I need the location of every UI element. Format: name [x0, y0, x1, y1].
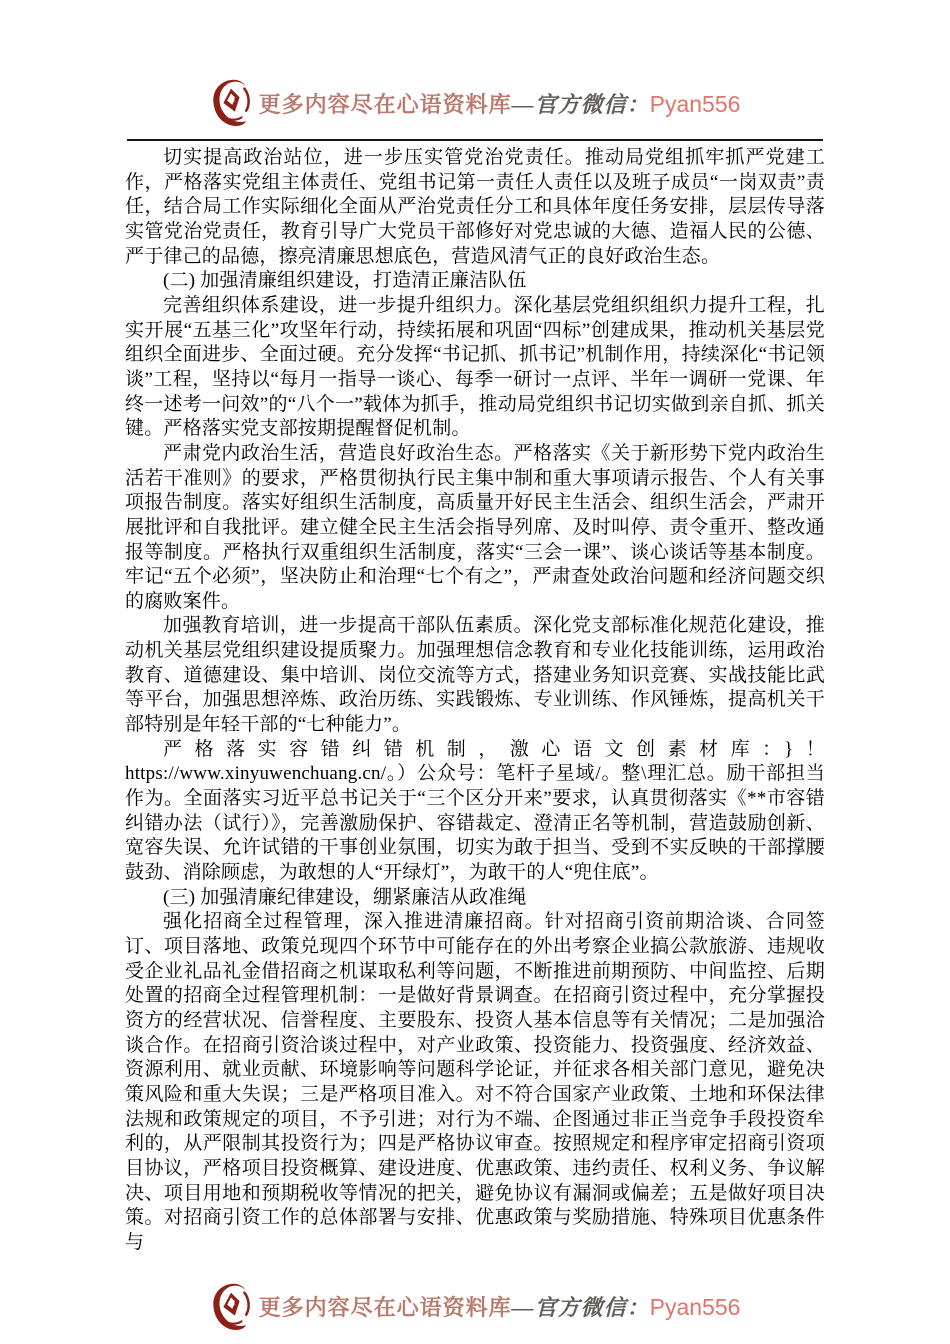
- header-divider-line: [127, 139, 823, 141]
- document-body: [125, 146, 825, 1256]
- header-watermark-banner: [0, 76, 950, 130]
- footer-watermark-banner: [0, 1280, 950, 1334]
- body-paragraph: 加强教育培训，进一步提高干部队伍素质。深化党支部标准化规范化建设，推动机关基层党组织建设提质聚力。加强理想信念教育和专业化技能训练，运用政治教育、道德建设、集中培训、岗位交流等方式，搭建业务知识竞赛、实战技能比武等平台，加强思想淬炼、政治历练、实践锻炼、专业训练、作风锤炼，提高机关干部特别是年轻干部的“七种能力”。: [125, 615, 825, 736]
- body-paragraph: 强化招商全过程管理，深入推进清廉招商。针对招商引资前期洽谈、合同签订、项目落地、政策兑现四个环节中可能存在的外出考察企业搞公款旅游、违规收受企业礼品礼金借招商之机谋取私利等问题，不断推进前期预防、中间监控、后期处置的招商全过程管理机制：一是做好背景调查。在招商引资过程中，充分掌握投资方的经营状况、信誉程度、主要股东、投资人基本信息等有关情况；二是加强洽谈合作。在招商引资洽谈过程中，对产业政策、投资能力、投资强度、经济效益、资源利用、就业贡献、环境影响等问题科学论证，并征求各相关部门意见，避免决策风险和重大失误；三是严格项目准入。对不符合国家产业政策、土地和环保法律法规和政策规定的项目，不予引进；对行为不端、企图通过非正当竞争手段投资牟利的，从严限制其投资行为；四是严格协议审查。按照规定和程序审定招商引资项目协议，严格项目投资概算、建设进度、优惠政策、违约责任、权利义务、争议解决、项目用地和预期税收等情况的把关，避免协议有漏洞或偏差；五是做好项目决策。对招商引资工作的总体部署与安排、优惠政策与奖励措施、特殊项目优惠条件与: [125, 911, 825, 1253]
- banner-wechat-id: Pyan556: [649, 1294, 741, 1321]
- body-paragraph: 完善组织体系建设，进一步提升组织力。深化基层党组织组织力提升工程，扎实开展“五基三化”攻坚年行动，持续拓展和巩固“四标”创建成果，推动机关基层党组织全面进步、全面过硬。充分发挥“书记抓、抓书记”机制作用，持续深化“书记领谈”工程，坚持以“每月一指导一谈心、每季一研讨一点评、半年一调研一党课、年终一述考一问效”的“八个一”载体为抓手，推动局党组织书记切实做到亲自抓、抓关键。严格落实党支部按期提醒督促机制。: [125, 294, 825, 440]
- body-paragraph: 严格落实容错纠错机制，激心语文创素材库：}！https://www.xinyuwenchuang.cn/。）公众号：笔杆子星域/。整\理汇总。励干部担当作为。全面落实习近平总书记关于“三个区分开来”要求，认真贯彻落实《**市容错纠错办法（试行）》，完善激励保护、容错裁定、澄清正名等机制，营造鼓励创新、宽容失误、允许试错的干事创业氛围，切实为敢于担当、受到不实反映的干部撑腰鼓劲、消除顾虑，为敢想的人“开绿灯”，为敢干的人“兜住底”。: [125, 738, 825, 884]
- banner-wechat-label: —官方微信：: [511, 1295, 650, 1321]
- body-paragraph: 严肃党内政治生活，营造良好政治生态。严格落实《关于新形势下党内政治生活若干准则》的要求，严格贯彻执行民主集中制和重大事项请示报告、个人有关事项报告制度。落实好组织生活制度，高质量开好民主生活会、组织生活会，严肃开展批评和自我批评。建立健全民主生活会指导列席、及时叫停、责令重开、整改通报等制度。严格执行双重组织生活制度，落实“三会一课”、谈心谈话等基本制度。牢记“五个必须”，坚决防止和治理“七个有之”，严肃查处政治问题和经济问题交织的腐败案件。: [125, 442, 825, 612]
- banner-brand-text: 更多内容尽在心语资料库: [258, 1295, 512, 1321]
- body-paragraph: 切实提高政治站位，进一步压实管党治党责任。推动局党组抓牢抓严党建工作，严格落实党组主体责任、党组书记第一责任人责任以及班子成员“一岗双责”责任，结合局工作实际细化全面从严治党责任分工和具体年度任务安排，层层传导落实管党治党责任，教育引导广大党员干部修好对党忠诚的大德、造福人民的公德、严于律己的品德，擦亮清廉思想底色，营造风清气正的良好政治生态。: [125, 147, 825, 267]
- banner-wechat-id: Pyan556: [649, 90, 741, 117]
- banner-wechat-label: —官方微信：: [511, 91, 650, 117]
- xinyu-pen-logo-icon: [210, 1281, 252, 1333]
- section-heading: (二) 加强清廉组织建设，打造清正廉洁队伍: [163, 270, 527, 292]
- banner-brand-text: 更多内容尽在心语资料库: [258, 91, 512, 117]
- section-heading: (三) 加强清廉纪律建设，绷紧廉洁从政准绳: [163, 886, 527, 908]
- xinyu-pen-logo-icon: [210, 77, 252, 129]
